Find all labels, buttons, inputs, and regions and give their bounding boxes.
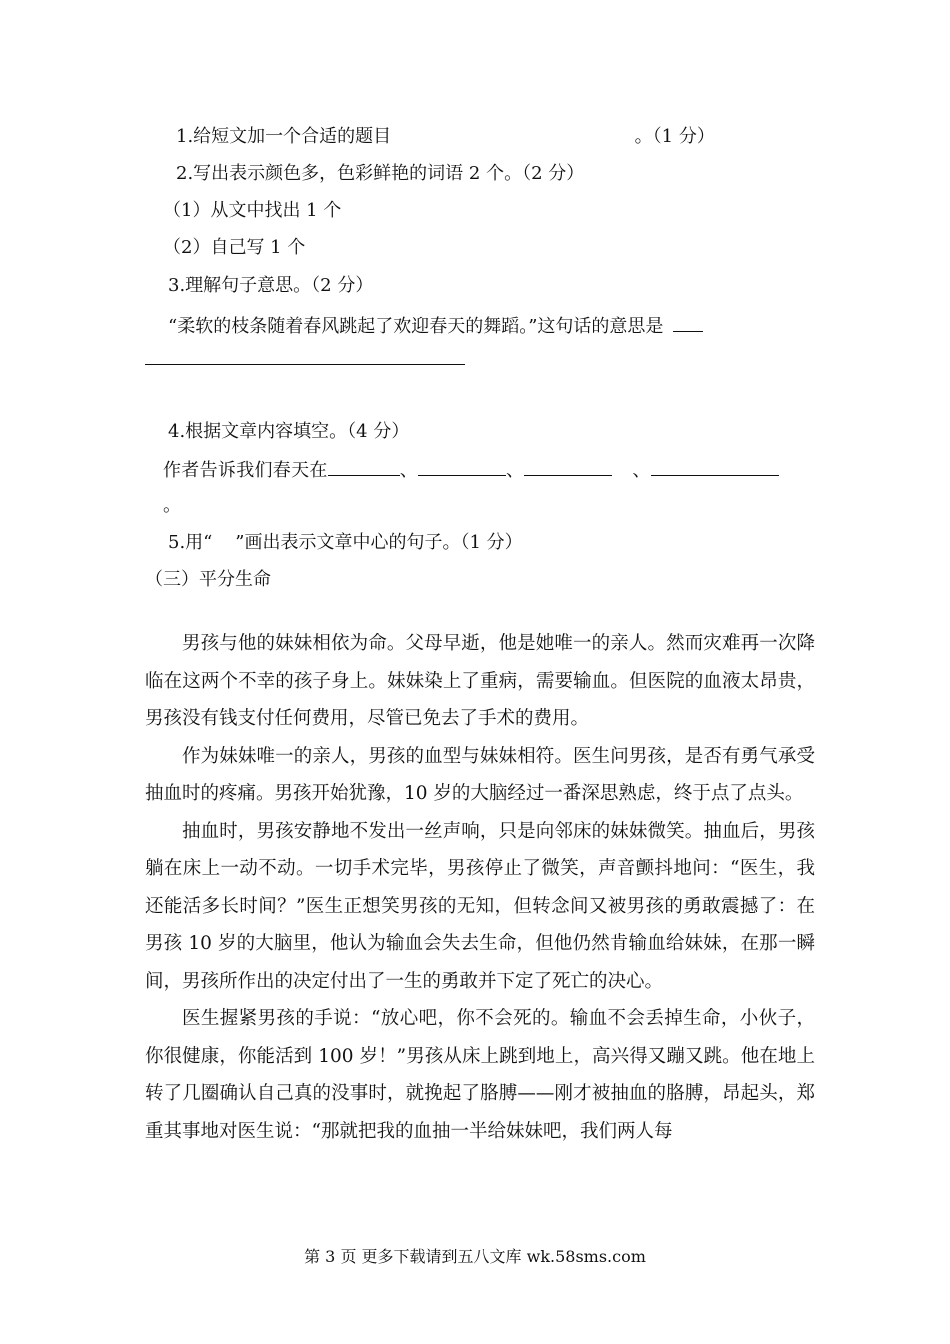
question-1-suffix: 。（1 分） (634, 126, 715, 147)
question-1-text: 1.给短文加一个合适的题目 (176, 126, 392, 147)
question-4-fill (163, 457, 779, 483)
passage-paragraph: 男孩与他的妹妹相依为命。父母早逝，他是她唯一的亲人。然而灾难再一次降临在这两个不幸的孩子身上。妹妹染上了重病，需要输血。但医院的血液太昂贵，男孩没有钱支付任何费用，尽管已免去了手术的费用。 (145, 633, 815, 729)
fill-blank-2[interactable] (418, 457, 506, 476)
question-4: 4.根据文章内容填空。（4 分） (168, 421, 410, 442)
section-title: （三）平分生命 (145, 569, 271, 590)
question-1 (176, 125, 715, 149)
fill-blank-3[interactable] (524, 457, 612, 476)
fill-blank-1[interactable] (328, 457, 400, 476)
question-2-part-1: （1）从文中找出 1 个 (163, 200, 342, 221)
passage-paragraph: 医生握紧男孩的手说：“放心吧，你不会死的。输血不会丢掉生命，小伙子，你很健康，你能活到 100 岁！”男孩从床上跳到地上，高兴得又蹦又跳。他在地上转了几圈确认自己真的没事时，就挽起了胳膊——刚才被抽血的胳膊，昂起头，郑重其事地对医生说：“那就把我的血抽一半给妹妹吧，我们两人每 (145, 1008, 815, 1142)
page-footer: 第 3 页 更多下载请到五八文库 wk.58sms.com (304, 1247, 646, 1266)
separator: 、 (632, 460, 651, 481)
answer-line[interactable] (145, 364, 465, 365)
separator: 、 (506, 460, 525, 481)
question-5: 5.用“ ”画出表示文章中心的句子。（1 分） (168, 532, 523, 553)
question-4-prefix: 作者告诉我们春天在 (163, 460, 328, 481)
question-2: 2.写出表示颜色多，色彩鲜艳的词语 2 个。（2 分） (176, 163, 585, 184)
passage (145, 625, 815, 1150)
answer-blank-short[interactable] (673, 313, 703, 332)
fill-blank-4[interactable] (651, 457, 779, 476)
question-3: 3.理解句子意思。（2 分） (168, 275, 374, 296)
question-3-quote-text: “柔软的枝条随着春风跳起了欢迎春天的舞蹈。”这句话的意思是 (168, 316, 664, 337)
question-4-end: 。 (163, 495, 181, 516)
question-2-part-2: （2）自己写 1 个 (163, 237, 306, 258)
question-3-quote (168, 313, 703, 339)
separator: 、 (399, 460, 419, 481)
passage-paragraph: 作为妹妹唯一的亲人，男孩的血型与妹妹相符。医生问男孩，是否有勇气承受抽血时的疼痛。男孩开始犹豫，10 岁的大脑经过一番深思熟虑，终于点了点头。 (145, 745, 815, 804)
passage-paragraph: 抽血时，男孩安静地不发出一丝声响，只是向邻床的妹妹微笑。抽血后，男孩躺在床上一动不动。一切手术完毕，男孩停止了微笑，声音颤抖地问：“医生，我还能活多长时间？”医生正想笑男孩的无知，但转念间又被男孩的勇敢震撼了：在男孩 10 岁的大脑里，他认为输血会失去生命，但他仍然肯输血给妹妹，在那一瞬间，男孩所作出的决定付出了一生的勇敢并下定了死亡的决心。 (145, 820, 815, 992)
